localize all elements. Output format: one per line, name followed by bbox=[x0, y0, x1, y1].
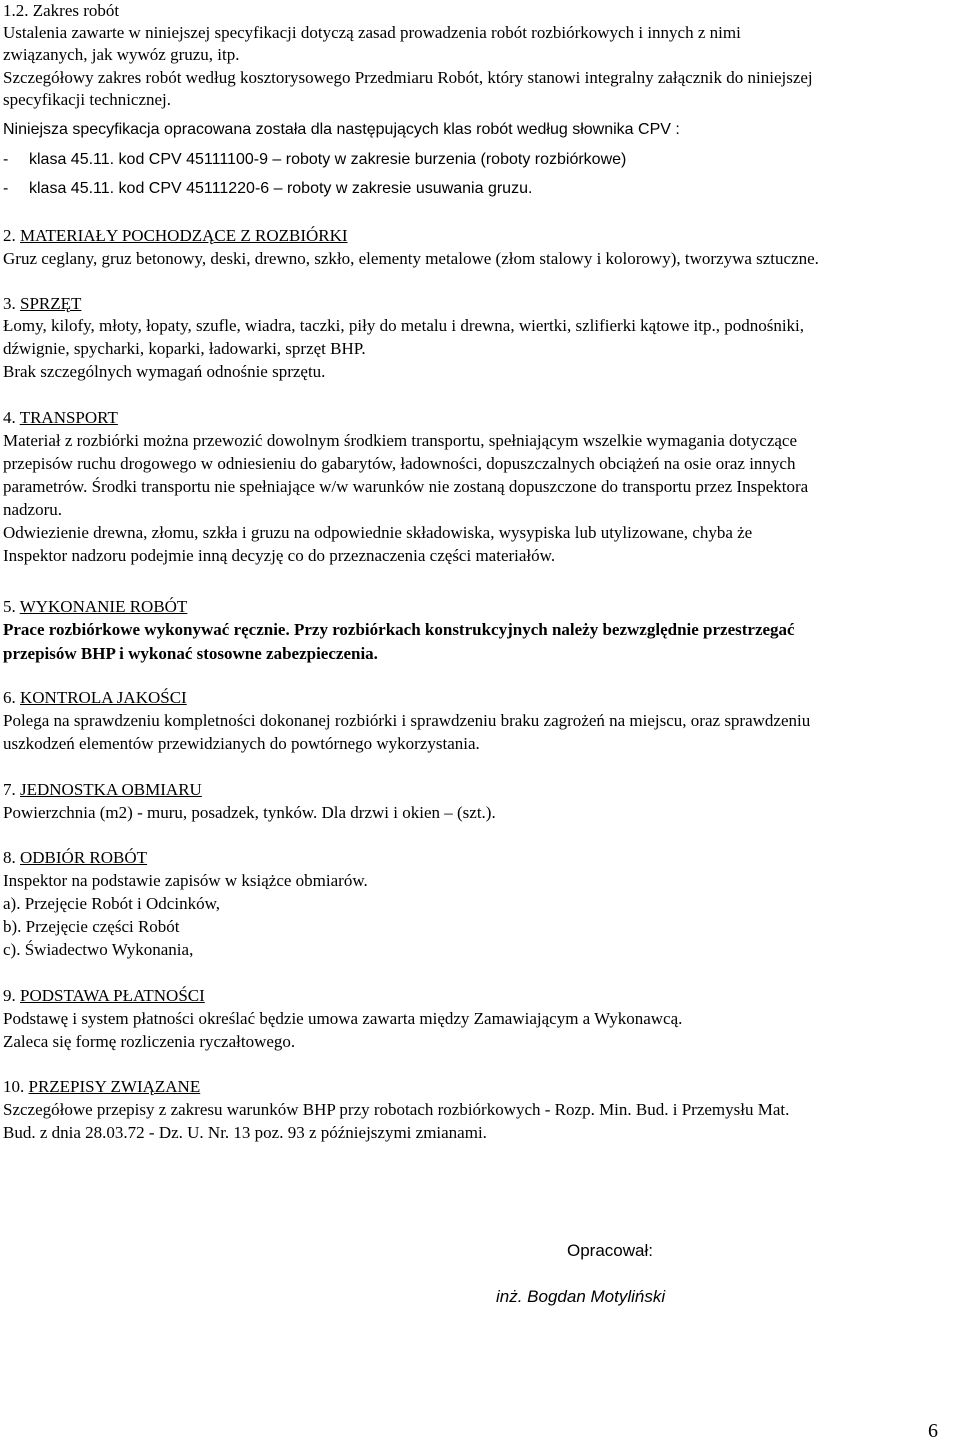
section-title: SPRZĘT bbox=[20, 294, 82, 313]
paragraph-line: Podstawę i system płatności określać będzie umowa zawarta między Zamawiającym a Wykonawcą. bbox=[3, 1009, 683, 1028]
paragraph-line: Brak szczególnych wymagań odnośnie sprzętu. bbox=[3, 362, 326, 381]
paragraph-line: Zaleca się formę rozliczenia ryczałtowego. bbox=[3, 1032, 296, 1051]
paragraph-line: c). Świadectwo Wykonania, bbox=[3, 940, 194, 959]
section-title: WYKONANIE ROBÓT bbox=[19, 597, 188, 616]
paragraph-line: parametrów. Środki transportu nie spełniające w/w warunków nie zostaną dopuszczone do transportu przez Inspektora bbox=[3, 477, 809, 496]
paragraph-line: Niniejsza specyfikacja opracowana została dla następujących klas robót według słownika CPV : bbox=[3, 121, 680, 138]
section-heading: 2. MATERIAŁY POCHODZĄCE Z ROZBIÓRKI bbox=[3, 226, 348, 245]
section-heading: 3. SPRZĘT bbox=[3, 294, 82, 313]
paragraph-line: Materiał z rozbiórki można przewozić dowolnym środkiem transportu, spełniającym wszelkie wymagania dotyczące bbox=[3, 431, 797, 450]
paragraph-line: Polega na sprawdzeniu kompletności dokonanej rozbiórki i sprawdzeniu braku zagrożeń na miejscu, oraz sprawdzeniu bbox=[3, 711, 811, 730]
signature-label: Opracował: bbox=[567, 1241, 653, 1260]
section-title: JEDNOSTKA OBMIARU bbox=[20, 780, 202, 799]
section-heading: 8. ODBIÓR ROBÓT bbox=[3, 848, 148, 867]
paragraph-line: Inspektor na podstawie zapisów w książce obmiarów. bbox=[3, 871, 368, 890]
paragraph-line: Bud. z dnia 28.03.72 - Dz. U. Nr. 13 poz. 93 z późniejszymi zmianami. bbox=[3, 1123, 487, 1142]
paragraph-line: b). Przejęcie części Robót bbox=[3, 917, 180, 936]
paragraph-line: Gruz ceglany, gruz betonowy, deski, drewno, szkło, elementy metalowe (złom stalowy i kolorowy), tworzywa sztuczne. bbox=[3, 249, 819, 268]
paragraph-line: Łomy, kilofy, młoty, łopaty, szufle, wiadra, taczki, piły do metalu i drewna, wiertki, szlifierki kątowe itp., podnośniki, bbox=[3, 316, 805, 335]
paragraph-line: a). Przejęcie Robót i Odcinków, bbox=[3, 894, 220, 913]
section-heading: 6. KONTROLA JAKOŚCI bbox=[3, 688, 187, 707]
list-item: - klasa 45.11. kod CPV 45111220-6 – roboty w zakresie usuwania gruzu. bbox=[3, 180, 533, 197]
signature-name: inż. Bogdan Motyliński bbox=[496, 1287, 666, 1306]
paragraph-line: dźwignie, spycharki, koparki, ładowarki, sprzęt BHP. bbox=[3, 339, 366, 358]
section-heading: 7. JEDNOSTKA OBMIARU bbox=[3, 780, 202, 799]
paragraph-line: przepisów BHP i wykonać stosowne zabezpieczenia. bbox=[3, 644, 378, 663]
section-heading: 5. WYKONANIE ROBÓT bbox=[3, 597, 188, 616]
page-number: 6 bbox=[928, 1420, 938, 1442]
paragraph-line: Szczegółowy zakres robót według kosztorysowego Przedmiaru Robót, który stanowi integralny załącznik do niniejszej bbox=[3, 68, 813, 87]
paragraph-line: związanych, jak wywóz gruzu, itp. bbox=[3, 45, 240, 64]
paragraph-line: Szczegółowe przepisy z zakresu warunków BHP przy robotach rozbiórkowych - Rozp. Min. Bud. i Przemysłu Mat. bbox=[3, 1100, 790, 1119]
paragraph-line: uszkodzeń elementów przewidzianych do powtórnego wykorzystania. bbox=[3, 734, 480, 753]
section-title: MATERIAŁY POCHODZĄCE Z ROZBIÓRKI bbox=[20, 226, 348, 245]
paragraph-line: przepisów ruchu drogowego w odniesieniu do gabarytów, ładowności, dopuszczalnych obciążeń na osie oraz innych bbox=[3, 454, 796, 473]
section-heading: 4. TRANSPORT bbox=[3, 408, 118, 427]
paragraph-line: Odwiezienie drewna, złomu, szkła i gruzu na odpowiednie składowiska, wysypiska lub utylizowane, chyba że bbox=[3, 523, 753, 542]
paragraph-line: Ustalenia zawarte w niniejszej specyfikacji dotyczą zasad prowadzenia robót rozbiórkowych i innych z nimi bbox=[3, 23, 741, 42]
paragraph-line: nadzoru. bbox=[3, 500, 63, 519]
section-heading: 10. PRZEPISY ZWIĄZANE bbox=[3, 1077, 201, 1096]
section-title: ODBIÓR ROBÓT bbox=[20, 848, 148, 867]
section-title: KONTROLA JAKOŚCI bbox=[20, 688, 187, 707]
paragraph-line: Prace rozbiórkowe wykonywać ręcznie. Przy rozbiórkach konstrukcyjnych należy bezwzględnie przestrzegać bbox=[3, 620, 795, 639]
section-title: PODSTAWA PŁATNOŚCI bbox=[20, 986, 205, 1005]
section-title: TRANSPORT bbox=[19, 408, 118, 427]
paragraph-line: specyfikacji technicznej. bbox=[3, 90, 172, 109]
list-item: - klasa 45.11. kod CPV 45111100-9 – roboty w zakresie burzenia (roboty rozbiórkowe) bbox=[3, 151, 627, 168]
list-item-text: klasa 45.11. kod CPV 45111220-6 – roboty w zakresie usuwania gruzu. bbox=[29, 180, 533, 197]
paragraph-line: Inspektor nadzoru podejmie inną decyzję co do przeznaczenia części materiałów. bbox=[3, 546, 556, 565]
paragraph-line: Powierzchnia (m2) - muru, posadzek, tynków. Dla drzwi i okien – (szt.). bbox=[3, 803, 496, 822]
section-heading: 1.2. Zakres robót bbox=[3, 1, 120, 20]
section-heading: 9. PODSTAWA PŁATNOŚCI bbox=[3, 986, 205, 1005]
section-title: PRZEPISY ZWIĄZANE bbox=[28, 1077, 201, 1096]
list-item-text: klasa 45.11. kod CPV 45111100-9 – roboty w zakresie burzenia (roboty rozbiórkowe) bbox=[29, 151, 627, 168]
